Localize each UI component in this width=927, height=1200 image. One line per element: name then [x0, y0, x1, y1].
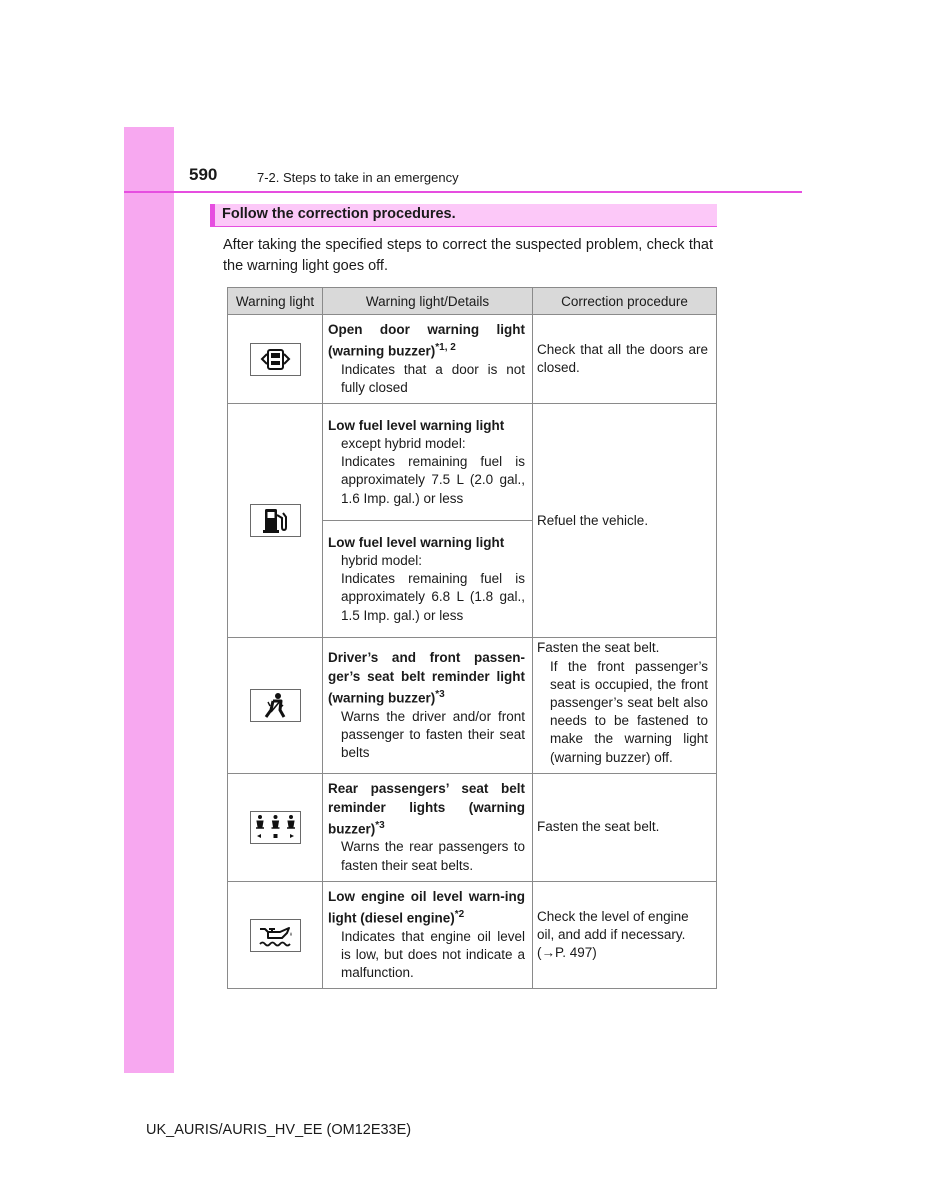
header-details: Warning light/Details: [323, 288, 533, 315]
row-title: Low fuel level warning light: [328, 417, 505, 433]
row-details: Indicates remaining fuel is approximately 6.8 L (1.8 gal., 1.5 Imp. gal.) or less: [341, 571, 525, 623]
row-title: Rear passengers’ seat belt reminder lights (warning buzzer)$^{*3}$: [328, 781, 525, 837]
row-title: Driver’s and front passen-ger’s seat belt reminder light (warning buzzer)$^{*3}$: [328, 650, 525, 706]
section-title: 7-2. Steps to take in an emergency: [257, 170, 459, 185]
details-cell: [323, 521, 533, 638]
table-row: [228, 315, 717, 404]
icon-cell: [228, 315, 323, 404]
table-row: [228, 881, 717, 989]
row-title: Low engine oil level warn-ing light (diesel engine)$^{*2}$: [328, 888, 525, 926]
icon-cell: [228, 774, 323, 882]
side-tab: [124, 127, 174, 1073]
row-condition: hybrid model:: [341, 553, 423, 568]
table-row: [228, 638, 717, 774]
icon-cell: [228, 404, 323, 638]
open-door-icon: [250, 343, 301, 376]
row-details: Warns the rear passengers to fasten their seat belts.: [341, 839, 525, 873]
correction-main: Check the level of engine oil, and add if necessary.: [537, 908, 689, 942]
rear-seat-belt-icon: [250, 811, 301, 844]
page-number: 590: [189, 165, 218, 184]
row-details: Warns the driver and/or front passenger to fasten their seat belts: [341, 708, 525, 760]
header-correction: Correction procedure: [533, 288, 717, 315]
fuel-pump-icon: [250, 504, 301, 537]
correction-cell: [533, 638, 717, 774]
correction-cell: Fasten the seat belt.: [533, 774, 717, 882]
row-title: Low fuel level warning light: [328, 534, 505, 550]
correction-main: Fasten the seat belt.: [537, 640, 660, 656]
row-condition: except hybrid model:: [341, 436, 466, 451]
oil-can-icon: [250, 919, 301, 952]
correction-cell: Check that all the doors are closed.: [533, 315, 717, 404]
icon-cell: [228, 638, 323, 774]
correction-note: If the front passenger’s seat is occupied, the front passenger’s seat belt also needs to be fastened to make the warning light (warning buzzer) off.: [550, 658, 708, 765]
correction-cell: [533, 881, 717, 989]
header-warning-light: Warning light: [228, 288, 323, 315]
row-title: Open door warning light (warning buzzer)$^{*1, 2}$: [328, 322, 525, 359]
row-details: Indicates remaining fuel is approximately 7.5 L (2.0 gal., 1.6 Imp. gal.) or less: [341, 454, 525, 506]
banner-text: Follow the correction procedures.: [222, 206, 456, 222]
icon-cell: [228, 881, 323, 989]
correction-cell: Refuel the vehicle.: [533, 404, 717, 638]
seat-belt-icon: [250, 689, 301, 722]
details-cell: [323, 881, 533, 989]
intro-paragraph: After taking the specified steps to correct the suspected problem, check that the warning light goes off.: [223, 237, 713, 274]
details-cell: [323, 315, 533, 404]
row-details: Indicates that a door is not fully closed: [341, 361, 525, 396]
table-row: [228, 774, 717, 882]
details-cell: [323, 774, 533, 882]
header-rule: [124, 191, 802, 193]
details-cell: [323, 638, 533, 774]
table-header-row: [228, 288, 717, 315]
details-cell: [323, 404, 533, 521]
warning-light-table: [227, 287, 717, 989]
row-details: Indicates that engine oil level is low, but does not indicate a malfunction.: [341, 928, 525, 981]
procedure-banner: [210, 204, 717, 227]
footer-code: UK_AURIS/AURIS_HV_EE (OM12E33E): [146, 1122, 412, 1138]
page-reference: (→P. 497): [537, 945, 597, 961]
table-row: [228, 404, 717, 521]
